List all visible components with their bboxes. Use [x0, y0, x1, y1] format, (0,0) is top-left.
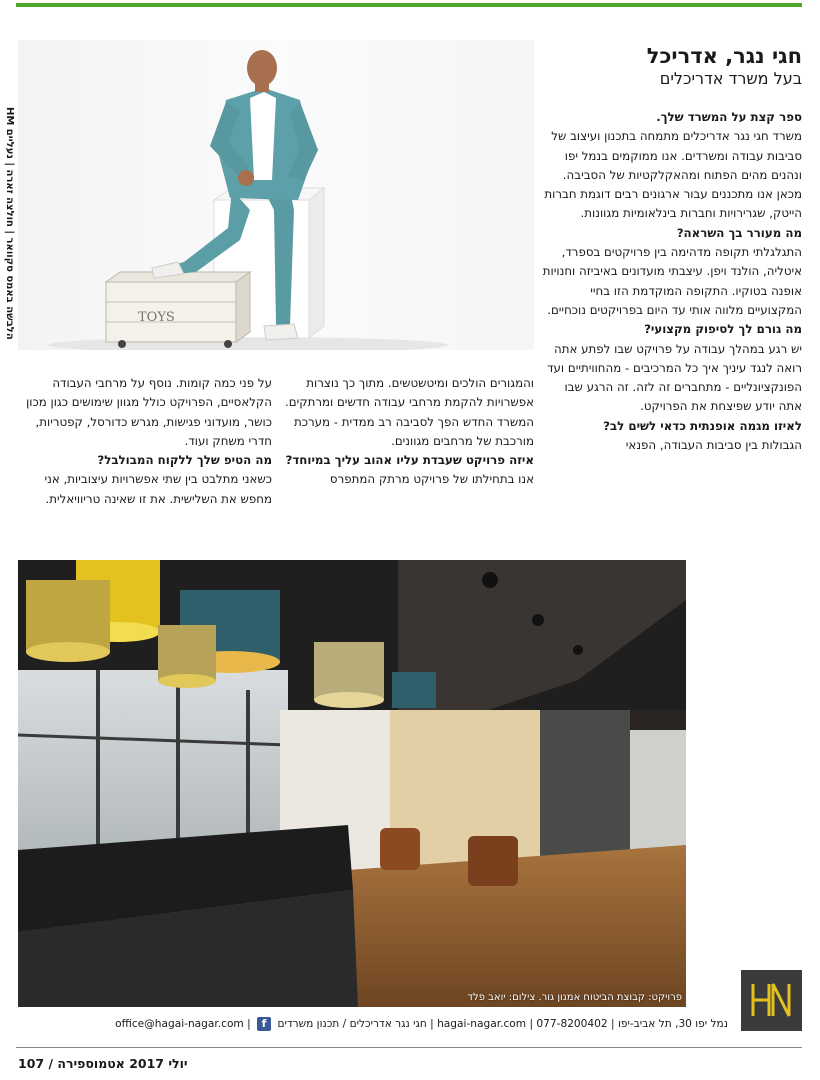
article-subtitle: בעל משרד אדריכלים — [659, 69, 802, 88]
text-column-1 — [540, 108, 802, 455]
facebook-icon[interactable]: f — [257, 1017, 271, 1031]
answer: משרד חגי נגר אדריכלים מתמחה בתכנון ועיצוב של סביבות עבודה ומשרדים. אנו ממוקמים בנמל יפו ונהנים מהים הפתוח ומהאקלקטיות של הסביבה. מכאן אנו מתכננים עבור ארגונים רבים דוגמת חברות הייטק, שגרירויות וחברות בינלאומיות מגוונות. — [544, 129, 802, 221]
top-accent-bar — [16, 3, 802, 7]
clothing-credit: הלבשה באמס סקוואר | חולצה זארה | נעליים HM — [4, 107, 15, 340]
separator: | — [526, 1018, 534, 1030]
question: מה גורם לך לסיפוק מקצועי? — [644, 322, 802, 337]
question: מה מעורר בך השראה? — [676, 225, 802, 240]
portrait-photo — [18, 40, 534, 350]
separator: | — [607, 1018, 615, 1030]
question: איזה פרויקט שעבדת עליו אהוב עליך במיוחד? — [285, 453, 534, 468]
interior-photo-caption: פרויקט: קבוצת הביטוח אמנון גור. צילום: יואב פלד — [467, 992, 682, 1003]
hn-logo-icon — [741, 970, 802, 1031]
question: מה הטיפ שלך ללקוח המבולבל? — [97, 453, 272, 468]
answer: אנו בתחילתו של פרויקט מרתק המתפרס — [329, 472, 534, 487]
office-interior-illustration — [18, 560, 686, 1007]
footer-separator: / — [48, 1056, 54, 1071]
answer: על פני כמה קומות. נוסף על מרחבי העבודה הקלאסיים, הפרויקט כולל מגוון שימושים כגון מכון כושר, מועדוני פגישות, מגרש כדורסל, קפטריות, חדרי משחק ועוד. — [26, 376, 272, 448]
footer-divider — [16, 1047, 802, 1048]
question: לאיזו מגמה אופנתית כדאי לשים לב? — [603, 418, 802, 433]
architect-portrait-illustration — [18, 40, 534, 350]
contact-details — [18, 1017, 728, 1031]
website-link[interactable]: hagai-nagar.com — [437, 1018, 527, 1030]
office-interior-photo — [18, 560, 686, 1007]
answer: כשאני מתלבט בין שתי אפשרויות עיצוביות, אני מחפש את השלישית. את זו שאינה טריוויאלית. — [44, 472, 272, 506]
article-title: חגי נגר, אדריכל — [646, 44, 802, 68]
phone[interactable]: 077-8200402 — [536, 1018, 608, 1030]
separator: | — [426, 1018, 434, 1030]
crate-label: TOYS — [138, 310, 175, 325]
article-headline — [540, 44, 802, 89]
page-number: 107 — [18, 1056, 45, 1071]
answer: התגלגלתי תקופה מדהימה בין פרויקטים בספרד, איטליה, הולנד ויפן. עיצבתי מועדונים באיביזה וחנויות אופנה בטוקיו. התקופה המוקדמת הזו בחיי המקצועיים מלווה אותי עד היום בפרויקטים נוכחיים. — [542, 245, 802, 317]
answer: הגבולות בין סביבות העבודה, הפנאי — [625, 438, 802, 453]
facebook-link-text[interactable]: חגי נגר אדריכלים / תכנון משרדים — [277, 1018, 427, 1030]
answer: יש רגע במהלך עבודה על פרויקט שבו לפתע אתה רואה לנגד עיניך איך כל המרכיבים - מהחוויתיים ועד הפונקציונליים - מתחברים זה לזה. זה הרגע שבו אתה יודע שפיצחת את הפרויקט. — [547, 341, 802, 414]
issue-label: יולי 2017 אטמוספירה — [57, 1056, 188, 1071]
answer: והמגורים הולכים ומיטשטשים. מתוך כך נוצרות אפשרויות להקמת מרחבי עבודה חדשים ומרתקים. המשרד החדש הפך לסביבה רב ממדית - מערכת מורכבת של מרחבים מגוונים. — [285, 376, 534, 448]
address: נמל יפו 30, תל אביב-יפו — [617, 1018, 728, 1030]
text-column-2 — [278, 374, 534, 490]
email-link[interactable]: office@hagai-nagar.com — [115, 1018, 244, 1030]
page-footer — [18, 1056, 188, 1071]
separator: | — [243, 1018, 251, 1030]
text-column-3 — [18, 374, 272, 509]
hagai-nagar-logo — [741, 970, 802, 1031]
question: ספר קצת על המשרד שלך. — [656, 110, 802, 124]
